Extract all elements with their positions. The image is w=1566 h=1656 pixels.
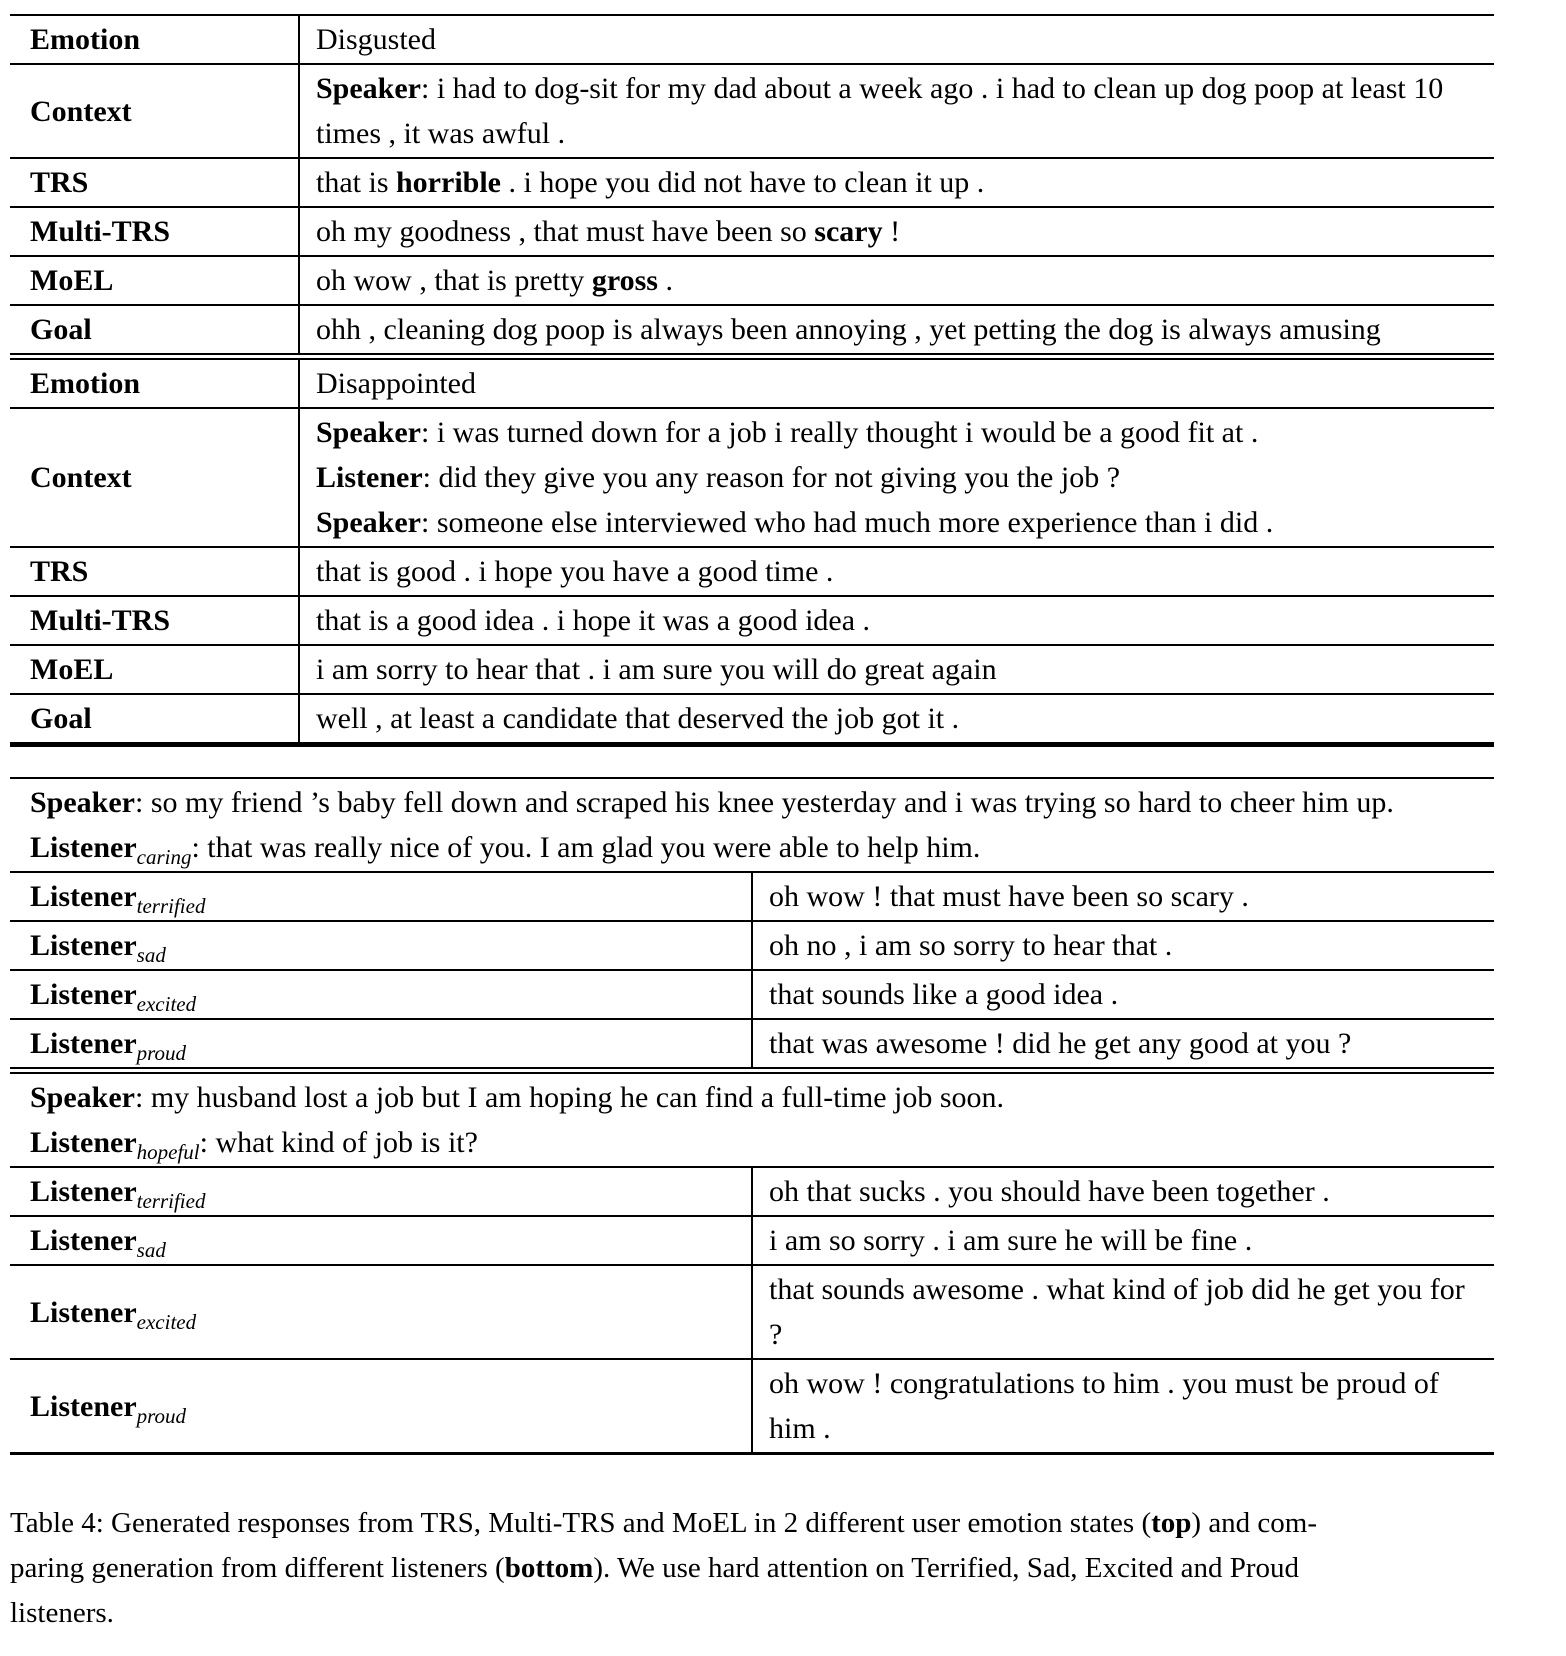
text-line [316,361,1484,406]
text-line [316,160,1484,205]
text-line [30,874,741,919]
subscript-text: terrified [136,1189,206,1213]
text-segment: paring generation from different listeners ( [10,1552,505,1584]
text-segment: Listener [30,880,137,913]
text-segment: Speaker [316,72,421,105]
dialogue-header [10,778,1494,872]
text-segment: that was awesome ! did he get any good at you ? [769,1027,1352,1060]
text-line [30,1075,1484,1120]
trs-response [299,547,1494,596]
text-segment: Listener [30,1295,137,1329]
row-label-trs: TRS [10,158,299,207]
table-row-listener-excited [10,1265,1494,1359]
text-segment: Listener [30,831,137,864]
listener-terrified-response [752,1167,1494,1216]
text-line [30,1021,741,1066]
text-segment: Listener [30,978,137,1011]
text-segment: i am sorry to hear that . i am sure you will do great again [316,653,997,686]
row-label-listener-proud [10,1359,752,1454]
text-segment: listeners. [10,1597,114,1629]
text-segment: oh that sucks . you should have been together . [769,1175,1330,1208]
text-line [769,1218,1484,1263]
text-line [30,1218,741,1263]
text-line [30,780,1484,825]
text-segment: Speaker [316,416,421,449]
trs-response [299,158,1494,207]
subscript-text: hopeful [136,1140,200,1164]
table-row-moel [10,645,1494,694]
subscript-text: terrified [136,894,206,918]
text-line [769,1267,1484,1357]
row-label-context: Context [10,64,299,158]
text-line [30,972,741,1017]
text-segment: Listener [30,1027,137,1060]
text-segment: : i had to dog-sit for my dad about a week ago . i had to clean up dog poop at least 10 times , it was awful . [316,72,1444,150]
row-label-listener-sad [10,921,752,970]
text-segment: Speaker [316,506,421,539]
table-row-listener-proud [10,1359,1494,1454]
text-line [30,1169,741,1214]
goal-response [299,305,1494,357]
text-line [30,923,741,968]
text-segment: Listener [30,1126,137,1159]
text-segment: gross [591,264,658,297]
emotion-responses-table [10,14,1494,747]
text-line [769,923,1484,968]
text-segment: : someone else interviewed who had much more experience than i did . [421,506,1274,539]
table-row-listener-proud [10,1019,1494,1071]
text-line [10,1546,1538,1591]
dialogue-header-row [10,778,1494,872]
text-segment: oh my goodness , that must have been so [316,215,815,248]
text-segment: Listener [30,1224,137,1257]
row-label-listener-terrified [10,1167,752,1216]
text-segment: that is good . i hope you have a good time . [316,555,834,588]
text-segment: Listener [316,461,423,494]
text-line [10,1591,1538,1636]
text-segment: . [657,264,673,297]
table-row-moel [10,256,1494,305]
moel-response [299,645,1494,694]
listener-comparison-table [10,777,1494,1455]
listener-proud-response [752,1019,1494,1071]
text-segment: Speaker [30,1081,135,1114]
multi-trs-response [299,596,1494,645]
text-line [316,500,1484,545]
table-row-listener-terrified [10,1167,1494,1216]
text-line [316,598,1484,643]
text-segment: Table 4: Generated responses from TRS, Multi-TRS and MoEL in 2 different user emotion states ( [10,1507,1152,1539]
goal-response [299,694,1494,745]
row-label-listener-excited [10,970,752,1019]
table-row-trs [10,158,1494,207]
row-label-goal: Goal [10,305,299,357]
table-row-trs [10,547,1494,596]
table-row-multi-trs [10,596,1494,645]
text-line [30,1384,741,1429]
listener-excited-response [752,970,1494,1019]
text-segment: oh wow , that is pretty [316,264,592,297]
text-segment: Disgusted [316,23,436,56]
listener-excited-response [752,1265,1494,1359]
table-row-context [10,64,1494,158]
text-line [316,307,1484,352]
table-row-listener-excited [10,970,1494,1019]
text-line [316,17,1484,62]
text-line [316,258,1484,303]
text-line [316,647,1484,692]
text-segment: oh wow ! congratulations to him . you must be proud of him . [769,1367,1439,1445]
table-row-emotion [10,15,1494,64]
text-line [316,209,1484,254]
text-line [30,1120,1484,1165]
text-line [769,1021,1484,1066]
listener-terrified-response [752,872,1494,921]
table-row-listener-sad [10,921,1494,970]
text-segment: oh wow ! that must have been so scary . [769,880,1249,913]
text-line [30,825,1484,870]
row-label-multi-trs: Multi-TRS [10,207,299,256]
listener-sad-response [752,1216,1494,1265]
text-line [769,972,1484,1017]
text-line [316,66,1484,156]
text-line [769,1361,1484,1451]
row-label-goal: Goal [10,694,299,745]
text-segment: that is a good idea . i hope it was a good idea . [316,604,871,637]
text-segment: well , at least a candidate that deserved the job got it . [316,702,960,735]
text-segment: oh no , i am so sorry to hear that . [769,929,1173,962]
subscript-text: excited [136,992,197,1016]
table-row-listener-sad [10,1216,1494,1265]
text-segment: horrible [396,166,501,199]
context-text [299,408,1494,547]
text-segment: : i was turned down for a job i really thought i would be a good fit at . [421,416,1259,449]
moel-response [299,256,1494,305]
row-label-listener-terrified [10,872,752,921]
text-line [316,696,1484,741]
row-label-moel: MoEL [10,256,299,305]
row-label-listener-sad [10,1216,752,1265]
text-segment: bottom [504,1552,594,1584]
text-segment: Disappointed [316,367,476,400]
text-segment: i am so sorry . i am sure he will be fine . [769,1224,1253,1257]
row-label-listener-proud [10,1019,752,1071]
subscript-text: excited [136,1309,197,1334]
subscript-text: sad [136,943,166,967]
table-row-multi-trs [10,207,1494,256]
text-segment: : did they give you any reason for not giving you the job ? [422,461,1121,494]
row-label-multi-trs: Multi-TRS [10,596,299,645]
text-segment: : my husband lost a job but I am hoping he can find a full-time job soon. [135,1081,1005,1114]
text-segment: Listener [30,1175,137,1208]
text-segment: . i hope you did not have to clean it up . [501,166,985,199]
text-segment: Listener [30,1389,137,1423]
table-row-goal [10,305,1494,357]
text-segment: : so my friend ’s baby fell down and scraped his knee yesterday and i was trying so hard to cheer him up. [135,786,1394,819]
text-line [316,455,1484,500]
text-segment: ! [882,215,901,248]
text-line [30,1290,741,1335]
emotion-value [299,15,1494,64]
listener-sad-response [752,921,1494,970]
subscript-text: proud [136,1041,187,1065]
table-row-context [10,408,1494,547]
table-row-goal [10,694,1494,745]
row-label-emotion: Emotion [10,357,299,409]
text-line [769,1169,1484,1214]
text-segment: ). We use hard attention on Terrified, Sad, Excited and Proud [593,1552,1299,1584]
row-label-context: Context [10,408,299,547]
table-caption [10,1501,1538,1636]
subscript-text: proud [136,1403,187,1428]
text-line [769,874,1484,919]
text-segment: ) and com- [1191,1507,1318,1539]
text-segment: Listener [30,929,137,962]
text-line [316,549,1484,594]
row-label-trs: TRS [10,547,299,596]
row-label-moel: MoEL [10,645,299,694]
row-label-listener-excited [10,1265,752,1359]
dialogue-header [10,1071,1494,1168]
text-line [316,410,1484,455]
subscript-text: caring [136,845,192,869]
text-segment: that sounds like a good idea . [769,978,1119,1011]
text-segment: : what kind of job is it? [199,1126,478,1159]
text-segment: top [1151,1507,1192,1539]
text-segment: scary [814,215,883,248]
text-line [10,1501,1538,1546]
text-segment: : that was really nice of you. I am glad you were able to help him. [191,831,981,864]
dialogue-header-row [10,1071,1494,1168]
listener-proud-response [752,1359,1494,1454]
text-segment: that sounds awesome . what kind of job did he get you for ? [769,1273,1465,1351]
text-segment: Speaker [30,786,135,819]
multi-trs-response [299,207,1494,256]
text-segment: ohh , cleaning dog poop is always been annoying , yet petting the dog is always amusing [316,313,1381,346]
context-text [299,64,1494,158]
text-segment: that is [316,166,396,199]
subscript-text: sad [136,1238,166,1262]
emotion-value [299,357,1494,409]
table-row-emotion [10,357,1494,409]
row-label-emotion: Emotion [10,15,299,64]
table-row-listener-terrified [10,872,1494,921]
